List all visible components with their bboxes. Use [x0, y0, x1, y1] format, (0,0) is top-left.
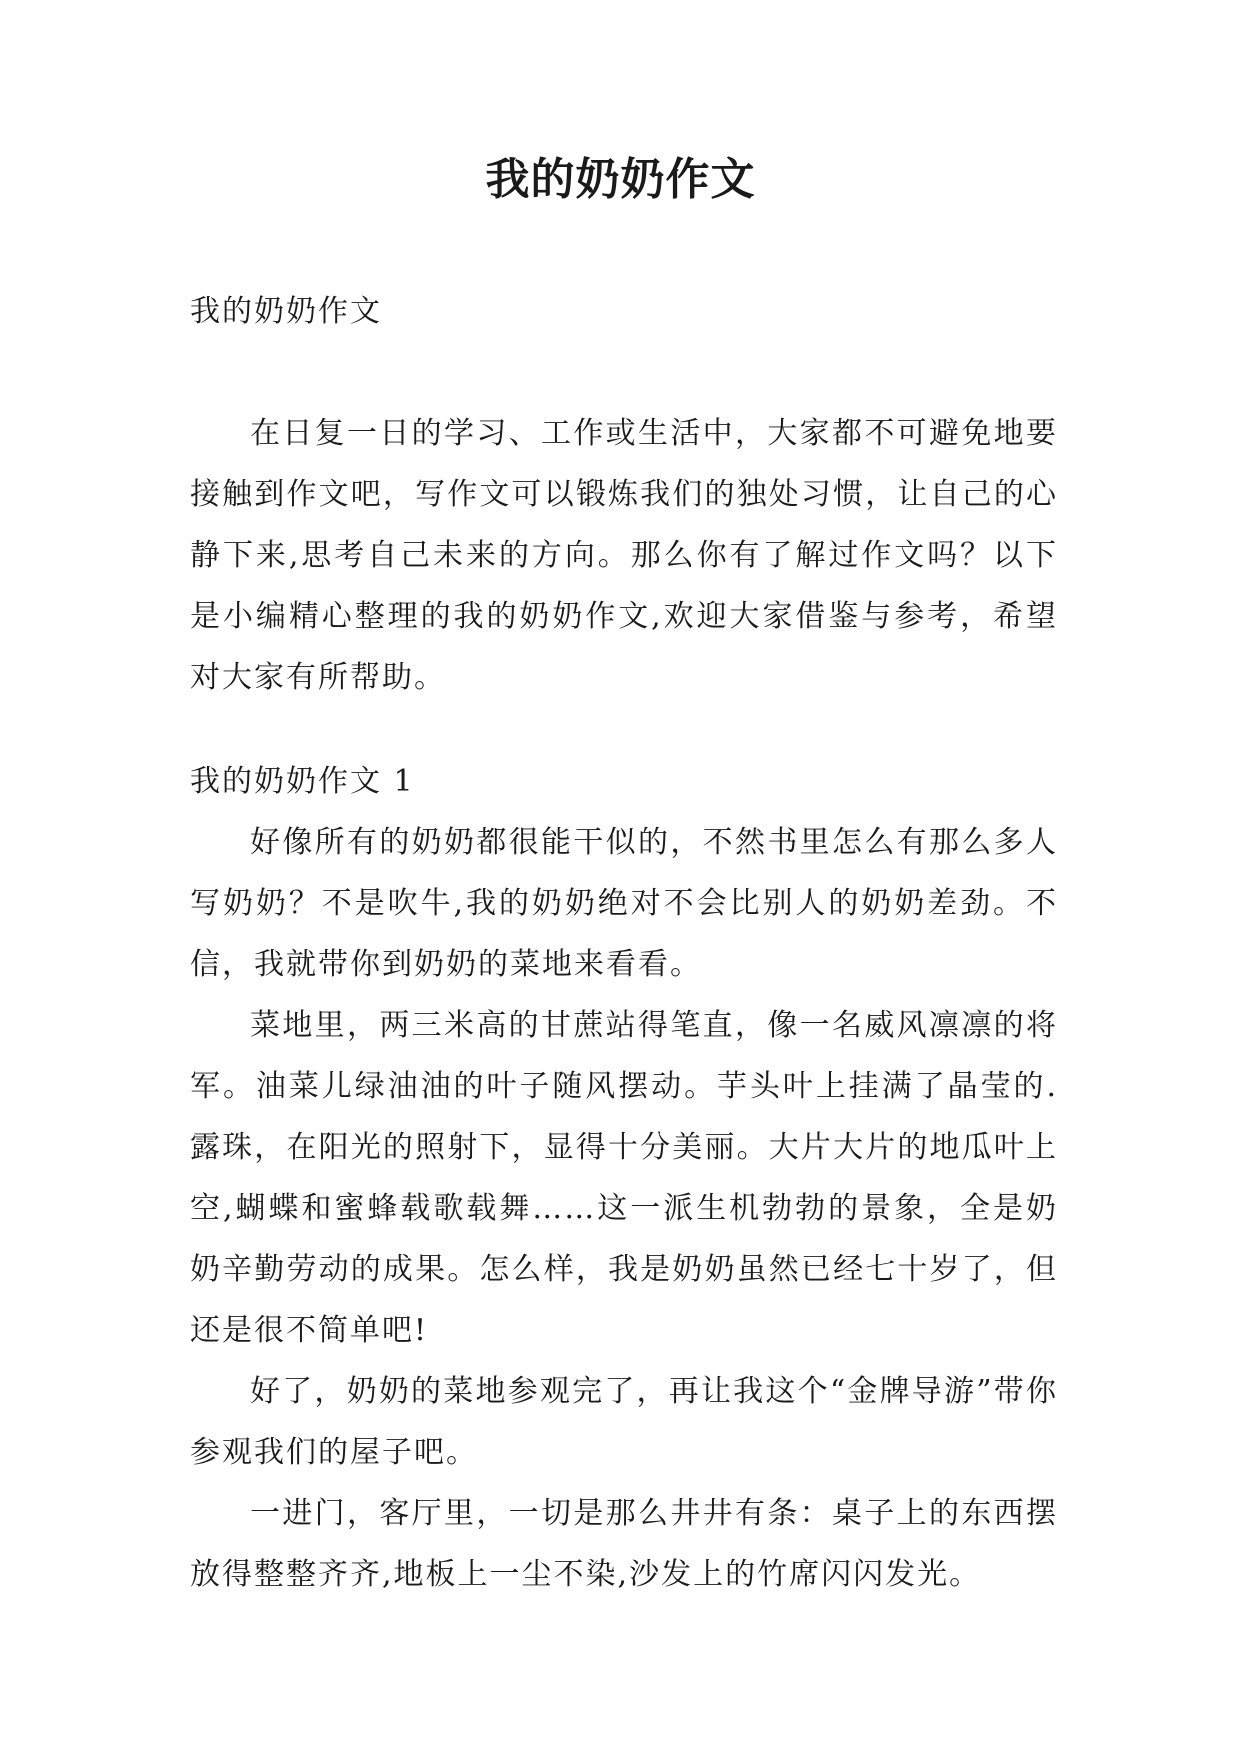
document-title: 我的奶奶作文	[485, 154, 756, 205]
section-heading: 我的奶奶作文 1	[190, 764, 415, 799]
essay-paragraph-4: 一进门，客厅里，一切是那么井井有条：桌子上的东西摆放得整整齐齐,地板上一尘不染,沙发上的竹席闪闪发光。	[190, 1496, 1058, 1592]
intro-paragraph: 在日复一日的学习、工作或生活中，大家都不可避免地要接触到作文吧，写作文可以锻炼我们的独处习惯，让自己的心静下来,思考自己未来的方向。那么你有了解过作文吗？以下是小编精心整理的我的奶奶作文,欢迎大家借鉴与参考，希望对大家有所帮助。	[190, 416, 1058, 695]
essay-paragraph-2: 菜地里，两三米高的甘蔗站得笔直，像一名威风凛凛的将军。油菜儿绿油油的叶子随风摆动。芋头叶上挂满了晶莹的.露珠，在阳光的照射下，显得十分美丽。大片大片的地瓜叶上空,蝴蝶和蜜蜂载歌载舞……这一派生机勃勃的景象，全是奶奶辛勤劳动的成果。怎么样，我是奶奶虽然已经七十岁了，但还是很不简单吧!	[190, 1008, 1058, 1348]
essay-paragraph-3: 好了，奶奶的菜地参观完了，再让我这个“金牌导游”带你参观我们的屋子吧。	[190, 1374, 1058, 1470]
essay-paragraph-1: 好像所有的奶奶都很能干似的，不然书里怎么有那么多人写奶奶？不是吹牛,我的奶奶绝对不会比别人的奶奶差劲。不信，我就带你到奶奶的菜地来看看。	[190, 825, 1058, 982]
intro-block	[190, 403, 1058, 708]
essay-body	[190, 812, 1058, 1605]
document-subtitle: 我的奶奶作文	[190, 294, 382, 329]
